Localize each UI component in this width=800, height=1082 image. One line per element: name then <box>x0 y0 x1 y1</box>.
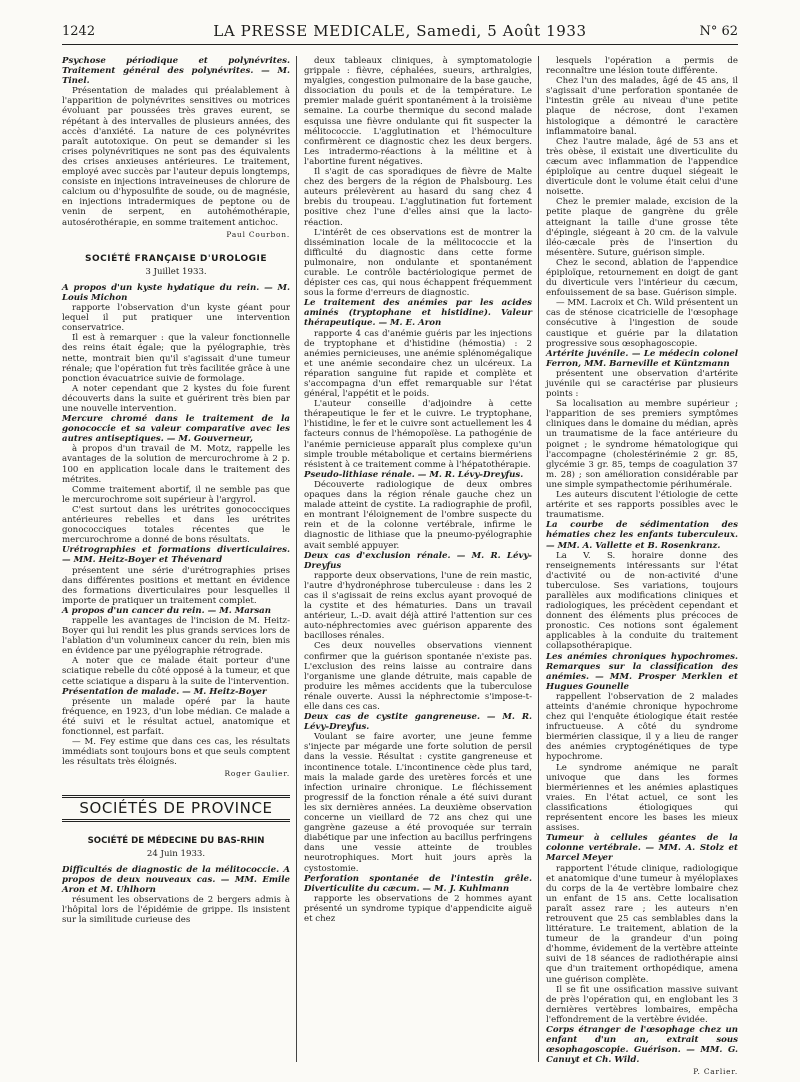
article-heading: Perforation spontanée de l'intestin grêle. Diverticulite du cæcum. — M. J. Kuhlmann <box>304 873 532 894</box>
paragraph: rapporte 4 cas d'anémie guéris par les injections de tryptophane et d'histidine (hémostia) : 2 anémies pernicieuses, une anémie splénomégalique et une anémie secondaire chez un ulcéreux. La réparation sanguine fut rapide et complète et s'accompagna d'un effet remarquable sur l'état général, l'appétit et le poids. <box>304 328 532 400</box>
paragraph: L'intérêt de ces observations est de montrer la dissémination locale de la mélitococcie et la difficulté du diagnostic dans cette forme pulmonaire, non ondulante et spontanément curable. Le contrôle bactériologique permet de dépister ces cas, qui nous échappent fréquemment sous la forme d'erreurs de diagnostic. <box>304 227 532 299</box>
paragraph: La V. S. horaire donne des renseignements intéressants sur l'état d'activité ou de non-activité d'une tuberculose. Ses variations, toujours parallèles aux modifications cliniques et radiologiques, les précèdent cependant et donnent des éléments plus précoces de pronostic. Ces notions sont également applicables à la conduite du traitement collapsothérapique. <box>546 550 738 652</box>
paragraph: Il se fit une ossification massive suivant de près l'opération qui, en englobant les 3 dernières vertèbres lombaires, empêcha l'effondrement de la vertèbre évidée. <box>546 984 738 1025</box>
article-heading: Artérite juvénile. — Le médecin colonel Ferron, MM. Barneville et Küntzmann <box>546 348 738 369</box>
column-1 <box>62 56 290 925</box>
column-divider <box>296 56 297 1062</box>
article-heading: Pseudo-lithiase rénale. — M. R. Lévy-Dreyfus. <box>304 469 524 480</box>
paragraph: rapporte l'observation d'un kyste géant pour lequel il put pratiquer une intervention conservatrice. <box>62 303 290 334</box>
paragraph: rappellent l'observation de 2 malades atteints d'anémie chronique hypochrome chez qui l'enquête étiologique était restée infructueuse. A côté du syndrome biermérien classique, il y a lieu de ranger des anémies cryptogénétiques de type hypochrome. <box>546 691 738 763</box>
paragraph: Chez le second, ablation de l'appendice épiploïque, retournement en doigt de gant du diverticule vers l'intérieur du cæcum, enfouissement de sa base. Guérison simple. <box>546 257 738 299</box>
paragraph: Présentation de malades qui préalablement à l'apparition de polynévrites sensitives ou motrices évoluant par poussées très graves eurent, se répétant à des intervalles de plusieurs années, des accès d'anxiété. La nature de ces polynévrites paraît autotoxique. On peut se demander si les crises polynévritiques ne sont pas des équivalents des crises anxieuses antérieures. Le traitement, employé avec succès par l'auteur depuis longtemps, consiste en injections intraveineuses de chlorure de calcium ou d'hyposulfite de soude, ou de magnésie, en injections intradermiques de peptone ou de venin de serpent, en autohémothérapie, autosérothérapie, en somme traitement antichoc. <box>62 86 290 228</box>
author-signature: Roger Gaulier. <box>224 769 290 779</box>
page-number: 1242 <box>62 24 96 39</box>
paragraph: présentent une série d'urétrographies prises dans différentes positions et mettant en évidence des formations diverticulaires pour lesquelles il importe de pratiquer un traitement complet. <box>62 565 290 606</box>
paragraph: résument les observations de 2 bergers admis à l'hôpital lors de l'épidémie de grippe. Ils insistent sur la similitude curieuse des <box>62 895 290 926</box>
paragraph: A noter cependant que 2 kystes du foie furent découverts dans la suite et guérirent très bien par une nouvelle intervention. <box>62 383 290 414</box>
paragraph: rapporte deux observations, l'une de rein mastic, l'autre d'hydronéphrose tuberculeuse : dans les 2 cas il s'agissait de reins exclus ayant provoqué de la cystite et des hématuries. Dans un travail antérieur, L.-D. avait déjà attiré l'attention sur ces auto-néphrectomies avec guérison apparente des bacilloses rénales. <box>304 570 532 642</box>
session-date: 3 Juillet 1933. <box>145 266 207 277</box>
paragraph: rappelle les avantages de l'incision de M. Heitz-Boyer qui lui rendit les plus grands services lors de l'ablation d'un volumineux cancer du rein, bien mis en évidence par une pyélographie rétrograde. <box>62 615 290 657</box>
society-heading: SOCIÉTÉ FRANÇAISE D'UROLOGIE <box>85 253 267 264</box>
paragraph: à propos d'un travail de M. Motz, rappelle les avantages de la solution de mercurochrome à 2 p. 100 en application locale dans le traitement des métrites. <box>62 444 290 485</box>
paragraph: Il est à remarquer : que la valeur fonctionnelle des reins était égale; que la pyélographie, très nette, montrait bien qu'il s'agissait d'une tumeur rénale; que l'opération fut très facilitée grâce à une ponction évacuatrice suivie de formolage. <box>62 333 290 384</box>
session-date: 24 Juin 1933. <box>146 848 206 859</box>
paragraph: L'auteur conseille d'adjoindre à cette thérapeutique le fer et le cuivre. Le tryptophane, l'histidine, le fer et le cuivre sont actuellement les 4 facteurs connus de l'hémopoïèse. La pathogénie de l'anémie pernicieuse apparaît plus complexe qu'un simple trouble métabolique et certains biermériens résistent à ce traitement comme à l'hépatothérapie. <box>304 399 532 470</box>
paragraph: — MM. Lacroix et Ch. Wild présentent un cas de sténose cicatricielle de l'œsophage consécutive à l'ingestion de soude caustique et guérie par la dilatation progressive sous œsophagoscopie. <box>546 298 738 349</box>
paragraph: Comme traitement abortif, il ne semble pas que le mercurochrome soit supérieur à l'argyrol. <box>62 484 290 505</box>
paragraph: Découverte radiologique de deux ombres opaques dans la région rénale gauche chez un malade atteint de cystite. La radiographie de profil, en montrant l'éloignement de l'ombre suspecte du rein et de la colonne vertébrale, infirme le diagnostic de lithiase que la pneumo-pyélographie avait semblé appuyer. <box>304 479 532 551</box>
section-banner: SOCIÉTÉS DE PROVINCE <box>62 795 290 821</box>
article-heading: Psychose périodique et polynévrites. Traitement général des polynévrites. — M. Tinel. <box>62 56 290 87</box>
column-2 <box>304 56 532 924</box>
paragraph: lesquels l'opération a permis de reconnaître une lésion toute différente. <box>546 56 738 77</box>
article-heading: A propos d'un kyste hydatique du rein. — M. Louis Michon <box>62 282 290 303</box>
author-signature: P. Carlier. <box>693 1067 738 1077</box>
article-heading: Le traitement des anémies par les acides aminés (tryptophane et histidine). Valeur thérapeutique. — M. E. Aron <box>304 298 532 329</box>
paragraph: rapporte les observations de 2 hommes ayant présenté un syndrome typique d'appendicite aiguë et chez <box>304 893 532 924</box>
issue-number: N° 62 <box>699 24 738 39</box>
article-heading: Mercure chromé dans le traitement de la gonococcie et sa valeur comparative avec les autres antiseptiques. — M. Gouverneur, <box>62 414 290 445</box>
society-heading: SOCIÉTÉ DE MÉDECINE DU BAS-RHIN <box>87 835 265 846</box>
paragraph: Les auteurs discutent l'étiologie de cette artérite et ses rapports possibles avec le traumatisme. <box>546 490 738 521</box>
author-signature: Paul Courbon. <box>226 229 290 239</box>
paragraph: — M. Fey estime que dans ces cas, les résultats immédiats sont toujours bons et que seuls comptent les résultats très éloignés. <box>62 737 290 768</box>
paragraph: A noter que ce malade était porteur d'une sciatique rebelle du côté opposé à la tumeur, et que cette sciatique a disparu à la suite de l'intervention. <box>62 656 290 687</box>
article-heading: Difficultés de diagnostic de la mélitococcie. A propos de deux nouveaux cas. — MM. Emile Aron et M. Uhlhorn <box>62 864 290 895</box>
article-heading: Les anémies chroniques hypochromes. Remarques sur la classification des anémies. — MM. Prosper Merklen et Hugues Gounelle <box>546 651 738 692</box>
paragraph: Chez l'un des malades, âgé de 45 ans, il s'agissait d'une perforation spontanée de l'intestin grêle au niveau d'une petite plaque de nécrose, dont l'examen histologique a démontré le caractère inflammatoire banal. <box>546 76 738 137</box>
journal-title: LA PRESSE MEDICALE, Samedi, 5 Août 1933 <box>213 22 587 40</box>
paragraph: deux tableaux cliniques, à symptomatologie grippale : fièvre, céphalées, sueurs, arthralgies, myalgies, congestion pulmonaire de la base gauche, dissociation du pouls et de la température. Le premier malade guérit spontanément à la troisième semaine. La courbe thermique du second malade esquissa une fièvre ondulante qui fit suspecter la mélitococcie. L'agglutination et l'hémoculture confirmèrent ce diagnostic chez les deux bergers. Les intradermo-réactions à la mélitine et à l'abortine furent négatives. <box>304 56 532 167</box>
article-heading: Corps étranger de l'œsophage chez un enfant d'un an, extrait sous œsophagoscopie. Guérison. — MM. G. Canuyt et Ch. Wild. <box>546 1025 738 1066</box>
paragraph: présente un malade opéré par la haute fréquence, en 1923, d'un lobe médian. Ce malade a été suivi et le résultat actuel, anatomique et fonctionnel, est parfait. <box>62 696 290 737</box>
article-heading: Présentation de malade. — M. Heitz-Boyer <box>62 686 267 697</box>
article-heading: Urétrographies et formations diverticulaires. — MM. Heitz-Boyer et Thévenard <box>62 545 290 566</box>
paragraph: Chez l'autre malade, âgé de 53 ans et très obèse, il existait une diverticulite du cæcum avec inflammation de l'appendice épiploïque au centre duquel siégeait le diverticule dont le volume était celui d'une noisette. <box>546 136 738 198</box>
article-heading: Deux cas de cystite gangreneuse. — M. R. Lévy-Dreyfus. <box>304 712 532 733</box>
paragraph: Voulant se faire avorter, une jeune femme s'injecte par mégarde une forte solution de persil dans la vessie. Résultat : cystite gangreneuse et incontinence totale. L'incontinence cède plus tard, mais la malade garde des uretères forcés et une infection urinaire chronique. Le fléchissement progressif de la fonction rénale a été suivi durant les six dernières années. La deuxième observation concerne un vieillard de 72 ans chez qui une gangrène gazeuse a été provoquée sur terrain diabétique par une infection au bacillus perfringens dans une vessie atteinte de troubles neurotrophiques. Mort huit jours après la cystostomie. <box>304 732 532 874</box>
paragraph: Chez le premier malade, excision de la petite plaque de gangrène du grêle atteignant la taille d'une grosse tête d'épingle, siégeant à 20 cm. de la valvule iléo-cæcale près de l'insertion du mésentère. Suture, guérison simple. <box>546 197 738 258</box>
paragraph: rapportent l'étude clinique, radiologique et anatomique d'une tumeur à myéloplaxes du corps de la 4e vertèbre lombaire chez un enfant de 15 ans. Cette localisation paraît assez rare ; les auteurs n'en retrouvent que 25 cas semblables dans la littérature. Le traitement, ablation de la tumeur de la grandeur d'un poing d'homme, évidement de la vertèbre atteinte suivi de 18 séances de radiothérapie ainsi que d'un traitement orthopédique, amena une guérison complète. <box>546 863 738 985</box>
paragraph: Ces deux nouvelles observations viennent confirmer que la guérison spontanée n'existe pas. L'exclusion des reins laisse au contraire dans l'organisme une glande détruite, mais capable de produire les mêmes accidents que la tuberculose rénale ouverte. Aussi la néphrectomie s'impose-t-elle dans ces cas. <box>304 641 532 712</box>
paragraph: présentent une observation d'artérite juvénile qui se caractérise par plusieurs points : <box>546 368 738 400</box>
article-heading: A propos d'un cancer du rein. — M. Marsan <box>62 605 271 616</box>
article-heading: Deux cas d'exclusion rénale. — M. R. Lévy-Dreyfus <box>304 550 532 571</box>
column-divider <box>538 56 539 1062</box>
article-heading: La courbe de sédimentation des hématies chez les enfants tuberculeux. — MM. A. Vallette et B. Rosenkranz. <box>546 520 738 551</box>
page-header <box>62 20 738 45</box>
article-heading: Tumeur à cellules géantes de la colonne vertébrale. — MM. A. Stolz et Marcel Meyer <box>546 833 738 864</box>
paragraph: C'est surtout dans les urétrites gonococciques antérieures rebelles et dans les urétrites gonococciques totales récentes que le mercurochrome a donné de bons résultats. <box>62 504 290 546</box>
paragraph: Il s'agit de cas sporadiques de fièvre de Malte chez des bergers de la région de Phalsbourg. Les auteurs prélevèrent au hasard du sang chez 4 brebis du troupeau. L'agglutination fut fortement positive chez l'une d'elles ainsi que la lacto-réaction. <box>304 167 532 228</box>
paragraph: Sa localisation au membre supérieur ; l'apparition de ses premiers symptômes cliniques dans le domaine du médian, après un traumatisme de la face antérieure du poignet ; le syndrome hématologique qui l'accompagne (cholestérinémie 2 gr. 85, glycémie 3 gr. 85, temps de coagulation 37 m. 28) ; son amélioration considérable par une simple sympathectomie périhumérale. <box>546 399 738 490</box>
paragraph: Le syndrome anémique ne paraît univoque que dans les formes biermériennes et les anémies aplastiques vraies. En l'état actuel, ce sont les classifications étiologiques qui représentent encore les bases les mieux assises. <box>546 762 738 834</box>
column-3 <box>546 56 738 1081</box>
